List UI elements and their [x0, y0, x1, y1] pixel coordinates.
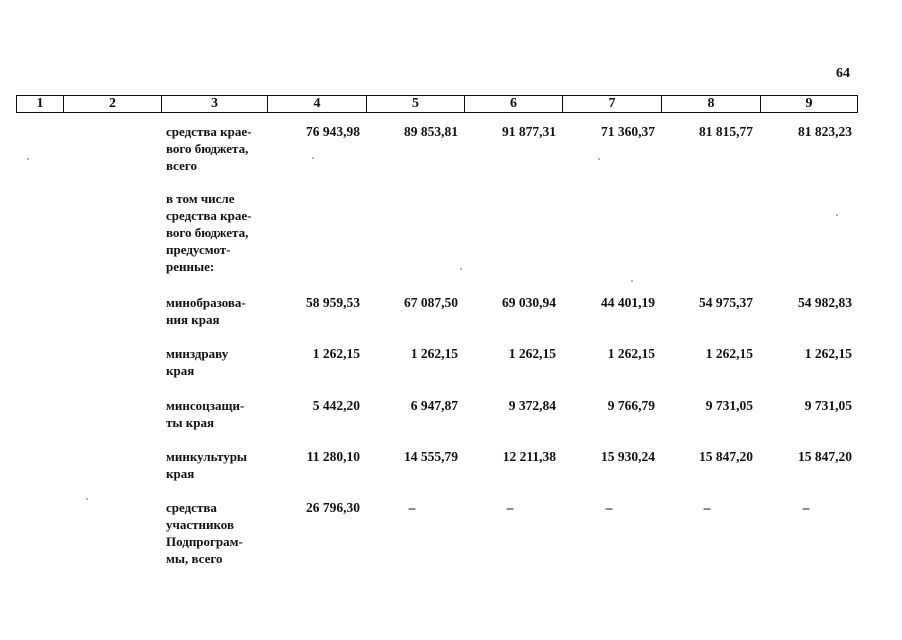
- value-cell: 9 372,84: [508, 398, 556, 413]
- value-cell: 58 959,53: [306, 295, 360, 310]
- value-cell: 6 947,87: [410, 398, 458, 413]
- value-cell: 81 815,77: [699, 124, 753, 139]
- scan-speck: [460, 268, 462, 270]
- header-cell-3: 3: [161, 96, 267, 112]
- row-label: средства крае- вого бюджета, всего: [166, 124, 252, 173]
- scan-speck: [86, 498, 88, 500]
- row-label: минсоцзащи- ты края: [166, 398, 245, 430]
- value-cell: 81 823,23: [798, 124, 852, 139]
- header-cell-2: 2: [63, 96, 161, 112]
- value-cell: 1 262,15: [508, 346, 556, 361]
- value-cell: 26 796,30: [306, 500, 360, 515]
- value-cell: 1 262,15: [705, 346, 753, 361]
- scan-speck: [836, 214, 838, 216]
- scan-speck: [631, 280, 633, 282]
- row-label: минздраву края: [166, 346, 229, 378]
- value-cell: 9 766,79: [607, 398, 655, 413]
- value-cell: 15 930,24: [601, 449, 655, 464]
- scan-speck: [598, 158, 600, 160]
- scan-speck: [312, 157, 314, 159]
- value-cell: 15 847,20: [798, 449, 852, 464]
- row-label: средства участников Подпрограм- мы, всего: [166, 500, 243, 566]
- value-cell: 54 975,37: [699, 295, 753, 310]
- value-cell: 1 262,15: [804, 346, 852, 361]
- value-cell: 1 262,15: [607, 346, 655, 361]
- header-cell-7: 7: [562, 96, 661, 112]
- dash-cell: –: [408, 500, 416, 515]
- value-cell: 9 731,05: [705, 398, 753, 413]
- value-cell: 1 262,15: [410, 346, 458, 361]
- row-label: минкультуры края: [166, 449, 248, 481]
- header-cell-4: 4: [267, 96, 366, 112]
- page-number: 64: [836, 66, 850, 81]
- value-cell: 44 401,19: [601, 295, 655, 310]
- value-cell: 5 442,20: [312, 398, 360, 413]
- scan-speck: [27, 158, 29, 160]
- header-cell-8: 8: [661, 96, 760, 112]
- value-cell: 15 847,20: [699, 449, 753, 464]
- dash-cell: –: [605, 500, 613, 515]
- value-cell: 69 030,94: [502, 295, 556, 310]
- value-cell: 1 262,15: [312, 346, 360, 361]
- table-header-row: [16, 95, 858, 113]
- value-cell: 76 943,98: [306, 124, 360, 139]
- value-cell: 71 360,37: [601, 124, 655, 139]
- value-cell: 67 087,50: [404, 295, 458, 310]
- value-cell: 12 211,38: [502, 449, 556, 464]
- dash-cell: –: [703, 500, 711, 515]
- header-cell-6: 6: [464, 96, 562, 112]
- value-cell: 11 280,10: [306, 449, 360, 464]
- value-cell: 14 555,79: [404, 449, 458, 464]
- header-cell-9: 9: [760, 96, 857, 112]
- row-label: в том числе средства крае- вого бюджета, предусмот- ренные:: [166, 191, 252, 274]
- value-cell: 54 982,83: [798, 295, 852, 310]
- row-label: минобразова- ния края: [166, 295, 246, 327]
- dash-cell: –: [506, 500, 514, 515]
- header-cell-5: 5: [366, 96, 464, 112]
- value-cell: 89 853,81: [404, 124, 458, 139]
- header-cell-1: 1: [36, 96, 44, 111]
- dash-cell: –: [802, 500, 810, 515]
- value-cell: 91 877,31: [502, 124, 556, 139]
- value-cell: 9 731,05: [804, 398, 852, 413]
